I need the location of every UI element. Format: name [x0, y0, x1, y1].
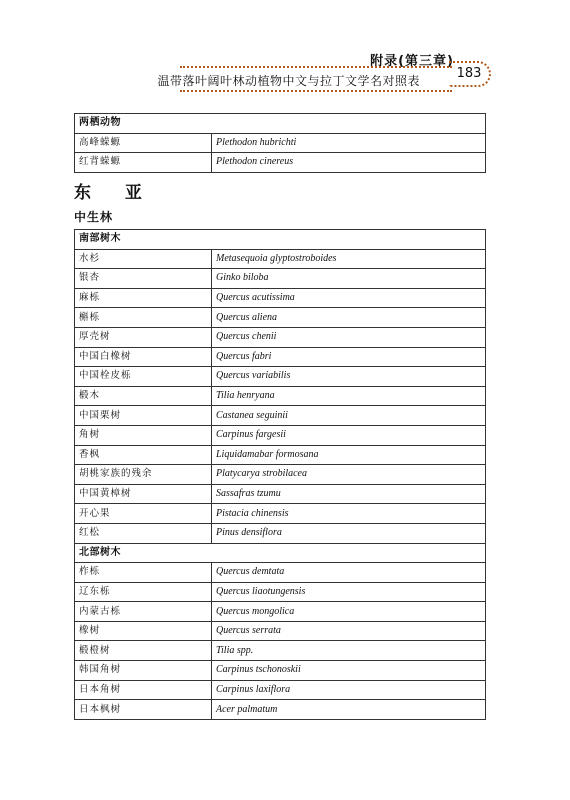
table-row	[75, 680, 486, 700]
latin-name-cell: Castanea seguinii	[212, 406, 486, 426]
latin-name-cell: Quercus serrata	[212, 621, 486, 641]
latin-name-cell: Plethodon cinereus	[212, 153, 486, 173]
chinese-name-cell: 麻栎	[75, 288, 212, 308]
section-row	[75, 230, 486, 250]
chinese-name-cell: 高峰蝾螈	[75, 133, 212, 153]
page-number: 183	[449, 61, 491, 87]
latin-name-cell: Acer palmatum	[212, 700, 486, 720]
table-row	[75, 249, 486, 269]
chinese-name-cell: 柞栎	[75, 563, 212, 583]
table-row	[75, 445, 486, 465]
latin-name-cell: Plethodon hubrichti	[212, 133, 486, 153]
latin-name-cell: Quercus chenii	[212, 327, 486, 347]
chinese-name-cell: 厚壳树	[75, 327, 212, 347]
chinese-name-cell: 水杉	[75, 249, 212, 269]
latin-name-cell: Tilia spp.	[212, 641, 486, 661]
table-row	[75, 386, 486, 406]
table-row	[75, 367, 486, 387]
table-row	[75, 425, 486, 445]
header-dotted-underline	[180, 90, 452, 92]
chinese-name-cell: 日本角树	[75, 680, 212, 700]
forest-type-heading: 中生林	[74, 210, 114, 224]
latin-name-cell: Tilia henryana	[212, 386, 486, 406]
latin-name-cell: Liquidamabar formosana	[212, 445, 486, 465]
east-asia-trees-table	[74, 229, 486, 720]
chinese-name-cell: 开心果	[75, 504, 212, 524]
chinese-name-cell: 中国栗树	[75, 406, 212, 426]
chinese-name-cell: 角树	[75, 425, 212, 445]
latin-name-cell: Pinus densiflora	[212, 523, 486, 543]
latin-name-cell: Carpinus fargesii	[212, 425, 486, 445]
amphibians-table	[74, 113, 486, 173]
table-row	[75, 523, 486, 543]
chinese-name-cell: 日本枫树	[75, 700, 212, 720]
chinese-name-cell: 香枫	[75, 445, 212, 465]
region-heading: 东 亚	[74, 183, 156, 203]
chinese-name-cell: 胡桃家族的残余	[75, 465, 212, 485]
table-row	[75, 133, 486, 153]
table-row	[75, 153, 486, 173]
chinese-name-cell: 椴木	[75, 386, 212, 406]
chinese-name-cell: 红松	[75, 523, 212, 543]
latin-name-cell: Quercus variabilis	[212, 367, 486, 387]
running-header-title: 温带落叶阔叶林动植物中文与拉丁文学名对照表	[157, 74, 420, 88]
table-row	[75, 621, 486, 641]
chinese-name-cell: 橡树	[75, 621, 212, 641]
chinese-name-cell: 椴橙树	[75, 641, 212, 661]
table-row	[75, 563, 486, 583]
chinese-name-cell: 红背蝾螈	[75, 153, 212, 173]
chinese-name-cell: 中国栓皮栎	[75, 367, 212, 387]
section-label: 两栖动物	[75, 114, 486, 134]
table-row	[75, 504, 486, 524]
section-label: 南部树木	[75, 230, 486, 250]
table-row	[75, 700, 486, 720]
table-row	[75, 288, 486, 308]
latin-name-cell: Metasequoia glyptostroboides	[212, 249, 486, 269]
table-row	[75, 465, 486, 485]
header-dotted-rule	[180, 66, 452, 68]
latin-name-cell: Quercus fabri	[212, 347, 486, 367]
table-row	[75, 661, 486, 681]
section-row	[75, 543, 486, 563]
table-row	[75, 327, 486, 347]
chinese-name-cell: 中国黄樟树	[75, 484, 212, 504]
table-row	[75, 347, 486, 367]
latin-name-cell: Quercus liaotungensis	[212, 582, 486, 602]
latin-name-cell: Platycarya strobilacea	[212, 465, 486, 485]
chinese-name-cell: 辽东栎	[75, 582, 212, 602]
latin-name-cell: Ginko biloba	[212, 269, 486, 289]
latin-name-cell: Pistacia chinensis	[212, 504, 486, 524]
running-header-chapter: 附录(第三章)	[370, 54, 454, 69]
latin-name-cell: Carpinus tschonoskii	[212, 661, 486, 681]
latin-name-cell: Sassafras tzumu	[212, 484, 486, 504]
table-row	[75, 602, 486, 622]
chinese-name-cell: 韩国角树	[75, 661, 212, 681]
latin-name-cell: Quercus mongolica	[212, 602, 486, 622]
chinese-name-cell: 银杏	[75, 269, 212, 289]
table-row	[75, 641, 486, 661]
latin-name-cell: Quercus acutissima	[212, 288, 486, 308]
chinese-name-cell: 中国白橡树	[75, 347, 212, 367]
table-row	[75, 308, 486, 328]
latin-name-cell: Quercus aliena	[212, 308, 486, 328]
latin-name-cell: Quercus demtata	[212, 563, 486, 583]
latin-name-cell: Carpinus laxiflora	[212, 680, 486, 700]
table-row	[75, 269, 486, 289]
section-row	[75, 114, 486, 134]
chinese-name-cell: 内蒙古栎	[75, 602, 212, 622]
table-row	[75, 484, 486, 504]
table-row	[75, 582, 486, 602]
table-row	[75, 406, 486, 426]
section-label: 北部树木	[75, 543, 486, 563]
chinese-name-cell: 槲栎	[75, 308, 212, 328]
